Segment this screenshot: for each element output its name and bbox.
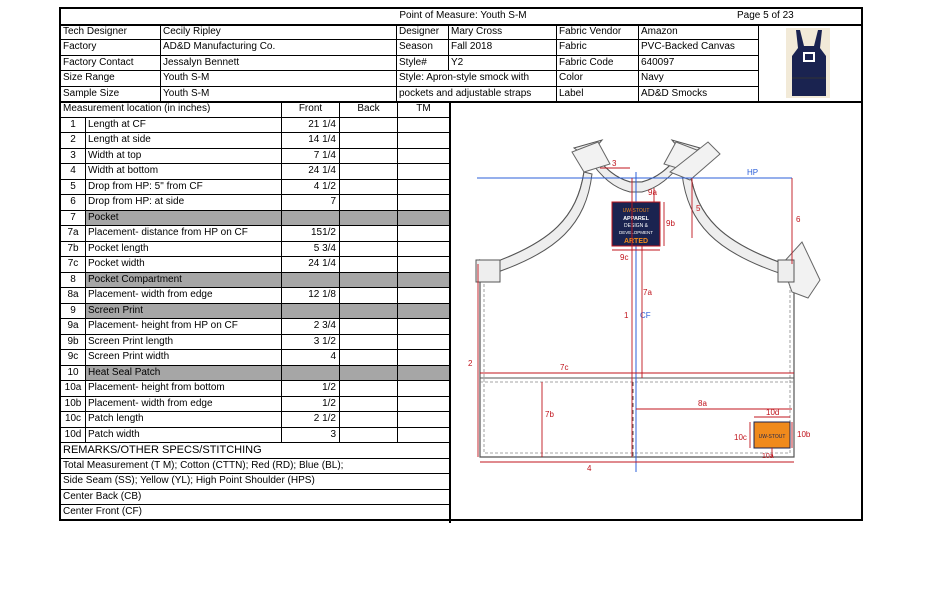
row-front-value: 7 1/4: [281, 149, 339, 165]
row-front-value: 5 3/4: [281, 242, 339, 258]
row-tm-value: [397, 397, 449, 413]
row-number: 7a: [61, 226, 85, 242]
row-back-value: [339, 118, 397, 134]
row-tm-value: [397, 428, 449, 444]
designer-value: Mary Cross: [448, 25, 556, 40]
patch-label: UW-STOUT: [758, 434, 786, 440]
page-title: Point of Measure: Youth S-M: [399, 10, 527, 21]
season-value: Fall 2018: [448, 40, 556, 55]
info-value: 640097: [638, 56, 758, 71]
logo-line-4: DEVELOPMENT: [618, 230, 654, 235]
row-back-value: [339, 412, 397, 428]
dim-9b: 9b: [666, 219, 675, 228]
info-value: Jessalyn Bennett: [160, 56, 396, 71]
row-back-value: [339, 335, 397, 351]
row-number: 7: [61, 211, 85, 227]
row-description: Heat Seal Patch: [85, 366, 281, 382]
row-front-value: [281, 366, 339, 382]
info-value: AD&D Manufacturing Co.: [160, 40, 396, 55]
row-description: Placement- width from edge: [85, 288, 281, 304]
row-front-value: 24 1/4: [281, 257, 339, 273]
info-label: Sample Size: [61, 87, 160, 102]
style-description: Style: Apron-style smock with: [396, 71, 556, 86]
dim-1: 1: [624, 311, 629, 320]
row-description: Placement- distance from HP on CF: [85, 226, 281, 242]
row-description: Length at CF: [85, 118, 281, 134]
dim-9c: 9c: [620, 253, 629, 262]
row-number: 2: [61, 133, 85, 149]
info-label: Fabric Code: [556, 56, 638, 71]
row-tm-value: [397, 335, 449, 351]
row-front-value: 7: [281, 195, 339, 211]
row-front-value: [281, 304, 339, 320]
info-value: Youth S-M: [160, 87, 396, 102]
column-header-location: Measurement location (in inches): [61, 102, 281, 118]
remarks-heading: REMARKS/OTHER SPECS/STITCHING: [61, 443, 449, 459]
row-front-value: 3 1/2: [281, 335, 339, 351]
dim-2: 2: [468, 359, 473, 368]
row-back-value: [339, 288, 397, 304]
row-number: 9: [61, 304, 85, 320]
column-header-tm: TM: [397, 102, 449, 118]
row-description: Length at side: [85, 133, 281, 149]
row-tm-value: [397, 180, 449, 196]
row-front-value: 12 1/8: [281, 288, 339, 304]
row-number: 4: [61, 164, 85, 180]
row-back-value: [339, 195, 397, 211]
row-description: Patch length: [85, 412, 281, 428]
row-front-value: 4 1/2: [281, 180, 339, 196]
dim-10a: 10a: [762, 453, 774, 460]
row-number: 7b: [61, 242, 85, 258]
row-tm-value: [397, 133, 449, 149]
column-header-front: Front: [281, 102, 339, 118]
season-label: Season: [396, 40, 448, 55]
info-label: Color: [556, 71, 638, 86]
row-number: 8a: [61, 288, 85, 304]
hp-label: HP: [747, 168, 759, 177]
logo-line-3: DESIGN &: [624, 223, 648, 229]
row-number: 10a: [61, 381, 85, 397]
row-tm-value: [397, 319, 449, 335]
sketch-area: [451, 102, 861, 519]
dim-10c: 10c: [734, 433, 747, 442]
row-description: Pocket Compartment: [85, 273, 281, 289]
row-tm-value: [397, 412, 449, 428]
info-label: Fabric: [556, 40, 638, 55]
row-number: 6: [61, 195, 85, 211]
row-back-value: [339, 257, 397, 273]
row-back-value: [339, 273, 397, 289]
column-header-back: Back: [339, 102, 397, 118]
row-tm-value: [397, 118, 449, 134]
row-number: 9c: [61, 350, 85, 366]
style-description: pockets and adjustable straps: [396, 87, 556, 102]
dim-5: 5: [696, 204, 701, 213]
row-description: Screen Print length: [85, 335, 281, 351]
dim-8a: 8a: [698, 399, 707, 408]
row-description: Drop from HP: 5" from CF: [85, 180, 281, 196]
row-front-value: 151/2: [281, 226, 339, 242]
row-tm-value: [397, 211, 449, 227]
tech-pack-sheet: [59, 7, 863, 521]
info-value: Navy: [638, 71, 758, 86]
dim-7c: 7c: [560, 363, 569, 372]
row-front-value: 21 1/4: [281, 118, 339, 134]
logo-line-5: ARTED: [623, 238, 649, 245]
logo-line-2: APPAREL: [623, 216, 649, 222]
row-description: Pocket width: [85, 257, 281, 273]
style-label: Style#: [396, 56, 448, 71]
row-front-value: 14 1/4: [281, 133, 339, 149]
row-number: 9b: [61, 335, 85, 351]
row-tm-value: [397, 257, 449, 273]
info-label: Label: [556, 87, 638, 102]
row-description: Placement- height from bottom: [85, 381, 281, 397]
row-tm-value: [397, 149, 449, 165]
row-tm-value: [397, 226, 449, 242]
row-back-value: [339, 319, 397, 335]
row-number: 8: [61, 273, 85, 289]
row-front-value: [281, 273, 339, 289]
dim-3: 3: [612, 159, 617, 168]
row-description: Pocket length: [85, 242, 281, 258]
row-back-value: [339, 180, 397, 196]
row-number: 10b: [61, 397, 85, 413]
row-tm-value: [397, 242, 449, 258]
dim-7b: 7b: [545, 410, 554, 419]
dim-10b: 10b: [797, 430, 811, 439]
row-number: 5: [61, 180, 85, 196]
info-label: Tech Designer: [61, 25, 160, 40]
row-number: 10c: [61, 412, 85, 428]
row-tm-value: [397, 288, 449, 304]
info-value: PVC-Backed Canvas: [638, 40, 758, 55]
row-description: Placement- width from edge: [85, 397, 281, 413]
page-number: Page 5 of 23: [737, 10, 794, 21]
row-tm-value: [397, 381, 449, 397]
row-description: Pocket: [85, 211, 281, 227]
dim-10d: 10d: [766, 408, 780, 417]
row-number: 3: [61, 149, 85, 165]
style-value: Y2: [448, 56, 556, 71]
apron-outline: [480, 152, 794, 457]
row-back-value: [339, 149, 397, 165]
row-front-value: 2 1/2: [281, 412, 339, 428]
row-number: 10d: [61, 428, 85, 444]
row-number: 1: [61, 118, 85, 134]
row-tm-value: [397, 366, 449, 382]
row-description: Patch width: [85, 428, 281, 444]
row-tm-value: [397, 164, 449, 180]
remarks-line: Side Seam (SS); Yellow (YL); High Point Shoulder (HPS): [61, 474, 449, 490]
row-back-value: [339, 211, 397, 227]
row-back-value: [339, 381, 397, 397]
row-back-value: [339, 350, 397, 366]
info-label: Fabric Vendor: [556, 25, 638, 40]
row-back-value: [339, 242, 397, 258]
row-back-value: [339, 366, 397, 382]
info-value: Cecily Ripley: [160, 25, 396, 40]
dim-4: 4: [587, 464, 592, 473]
row-description: Screen Print width: [85, 350, 281, 366]
info-value: Amazon: [638, 25, 758, 40]
cf-label: CF: [640, 311, 651, 320]
row-front-value: 24 1/4: [281, 164, 339, 180]
apron-sketch: [451, 102, 861, 519]
row-front-value: 4: [281, 350, 339, 366]
row-description: Width at top: [85, 149, 281, 165]
row-description: Screen Print: [85, 304, 281, 320]
row-front-value: 3: [281, 428, 339, 444]
dim-6: 6: [796, 215, 801, 224]
row-description: Placement- height from HP on CF: [85, 319, 281, 335]
row-tm-value: [397, 273, 449, 289]
info-label: Factory Contact: [61, 56, 160, 71]
row-back-value: [339, 397, 397, 413]
row-front-value: 1/2: [281, 397, 339, 413]
row-description: Width at bottom: [85, 164, 281, 180]
row-description: Drop from HP: at side: [85, 195, 281, 211]
dim-9a: 9a: [648, 188, 657, 197]
row-back-value: [339, 428, 397, 444]
remarks-line: Total Measurement (T M); Cotton (CTTN); Red (RD); Blue (BL);: [61, 459, 449, 475]
row-front-value: 1/2: [281, 381, 339, 397]
designer-label: Designer: [396, 25, 448, 40]
remarks-line: Center Front (CF): [61, 505, 449, 521]
row-number: 9a: [61, 319, 85, 335]
row-front-value: 2 3/4: [281, 319, 339, 335]
row-front-value: [281, 211, 339, 227]
row-tm-value: [397, 304, 449, 320]
info-label: Size Range: [61, 71, 160, 86]
logo-line-1: UW-STOUT: [622, 208, 650, 214]
info-label: Factory: [61, 40, 160, 55]
row-tm-value: [397, 195, 449, 211]
apron-thumbnail: [760, 26, 861, 101]
row-back-value: [339, 226, 397, 242]
info-value: Youth S-M: [160, 71, 396, 86]
info-value: AD&D Smocks: [638, 87, 758, 102]
row-back-value: [339, 304, 397, 320]
row-back-value: [339, 133, 397, 149]
row-tm-value: [397, 350, 449, 366]
remarks-line: Center Back (CB): [61, 490, 449, 506]
row-number: 10: [61, 366, 85, 382]
dim-7a: 7a: [643, 288, 652, 297]
row-number: 7c: [61, 257, 85, 273]
row-back-value: [339, 164, 397, 180]
